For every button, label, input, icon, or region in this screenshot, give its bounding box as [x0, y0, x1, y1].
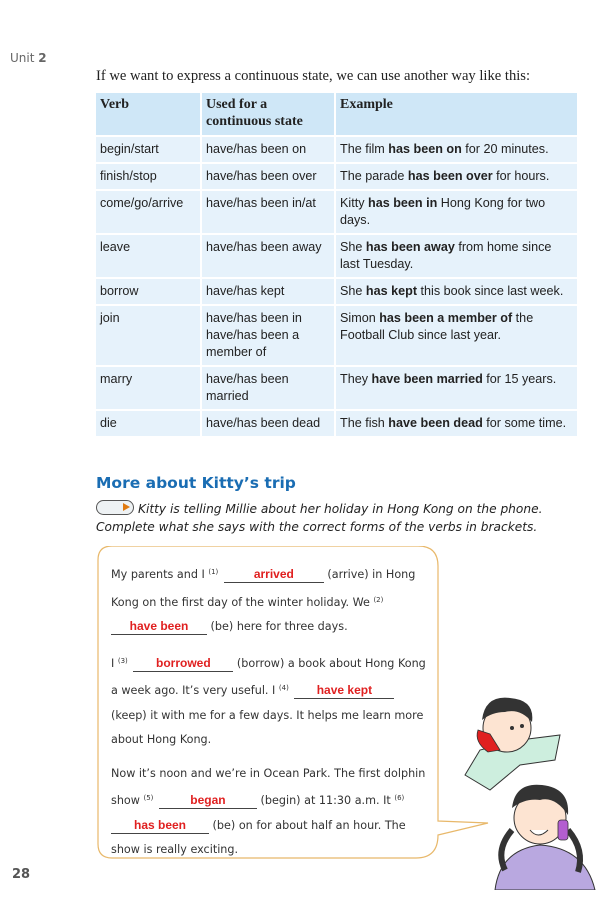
cell-verb: finish/stop: [96, 164, 200, 189]
blank-number: (6): [394, 794, 405, 802]
table-row: [96, 411, 577, 436]
example-text: They: [340, 372, 372, 386]
example-text: the Football Club since last year.: [340, 311, 534, 342]
blank-number: (3): [117, 656, 128, 665]
example-text: for 20 minutes.: [461, 142, 549, 156]
example-text: for some time.: [482, 416, 567, 430]
cell-example: [336, 367, 577, 409]
example-text: Hong Kong for two days.: [340, 196, 546, 227]
table-row: [96, 279, 577, 304]
story-paragraph-1: [111, 560, 429, 640]
cell-verb: leave: [96, 235, 200, 277]
audio-play-icon[interactable]: [96, 500, 134, 515]
blank-number: (2): [373, 595, 384, 604]
section-title: More about Kitty’s trip: [96, 474, 296, 492]
cell-example: [336, 164, 577, 189]
cell-form: have/has been on: [202, 137, 334, 162]
example-text: from home since last Tuesday.: [340, 240, 552, 271]
example-bold: has kept: [365, 284, 418, 298]
table-header-row: [96, 93, 577, 135]
answer-blank-6[interactable]: has been: [111, 818, 209, 834]
cell-form: have/has been married: [202, 367, 334, 409]
cell-example: [336, 137, 577, 162]
story-text-span: My parents and I: [111, 568, 209, 581]
header-example: Example: [336, 93, 577, 135]
cell-verb: come/go/arrive: [96, 191, 200, 233]
blank-number: (1): [208, 568, 219, 576]
answer-blank-3[interactable]: borrowed: [133, 656, 233, 672]
example-bold: has been away: [365, 240, 455, 254]
story-text-span: (borrow) a book about Hong Kong a week ago. It’s very useful. I: [111, 656, 426, 697]
kids-on-phone-illustration: [460, 690, 610, 890]
example-text: Simon: [340, 311, 380, 325]
instruction: [96, 500, 586, 536]
blank-number: (5): [143, 794, 154, 802]
example-text: for hours.: [492, 169, 550, 183]
example-bold: has been in: [368, 196, 438, 210]
table-row: [96, 367, 577, 409]
story-text-span: (arrive) in Hong Kong on the first day of the winter holiday. We: [111, 568, 416, 609]
story-paragraph-3: [111, 762, 429, 863]
example-bold: have been dead: [388, 416, 483, 430]
example-bold: has been over: [407, 169, 493, 183]
table-row: [96, 164, 577, 189]
blank-number: (4): [278, 684, 289, 692]
cell-form: have/has been dead: [202, 411, 334, 436]
cell-form: have/has been in/at: [202, 191, 334, 233]
example-text: Kitty: [340, 196, 368, 210]
table-row: [96, 191, 577, 233]
unit-text: Unit: [10, 51, 35, 65]
story-text: [111, 560, 429, 872]
story-paragraph-2: [111, 649, 429, 753]
header-form: Used for a continuous state: [202, 93, 334, 135]
example-text: She: [340, 240, 366, 254]
answer-blank-4[interactable]: have kept: [294, 683, 394, 699]
cell-verb: begin/start: [96, 137, 200, 162]
grammar-table: [94, 91, 579, 438]
story-text-span: (be) here for three days.: [207, 620, 348, 633]
cell-example: [336, 411, 577, 436]
cell-form: have/has been over: [202, 164, 334, 189]
cell-form: have/has been in have/has been a member of: [202, 306, 334, 365]
cell-verb: die: [96, 411, 200, 436]
answer-blank-2[interactable]: have been: [111, 619, 207, 635]
story-text-span: Now it’s noon and we’re in Ocean Park. The first dolphin show: [111, 766, 426, 807]
cell-verb: marry: [96, 367, 200, 409]
table-row: [96, 235, 577, 277]
cell-example: [336, 191, 577, 233]
example-text: The parade: [340, 169, 408, 183]
header-verb: Verb: [96, 93, 200, 135]
cell-example: [336, 306, 577, 365]
intro-text: If we want to express a continuous state, we can use another way like this:: [96, 68, 531, 84]
answer-blank-1[interactable]: arrived: [224, 567, 324, 583]
example-text: for 15 years.: [482, 372, 557, 386]
story-text-span: (begin) at 11:30 a.m. It: [256, 794, 395, 807]
cell-form: have/has been away: [202, 235, 334, 277]
example-bold: has been on: [388, 142, 462, 156]
story-text-span: (keep) it with me for a few days. It helps me learn more about Hong Kong.: [111, 708, 424, 746]
example-text: The fish: [340, 416, 389, 430]
unit-label: [10, 51, 47, 65]
example-text: this book since last week.: [417, 284, 564, 298]
table-row: [96, 306, 577, 365]
example-text: The film: [340, 142, 389, 156]
cell-verb: join: [96, 306, 200, 365]
cell-verb: borrow: [96, 279, 200, 304]
story-text-span: (be) on for about half an hour. The show is really exciting.: [111, 818, 406, 856]
page-number: 28: [12, 867, 31, 882]
instruction-text: Kitty is telling Millie about her holiday in Hong Kong on the phone. Complete what she says with the correct forms of the verbs in brackets.: [96, 502, 543, 534]
unit-number: 2: [38, 51, 47, 65]
example-bold: has been a member of: [379, 311, 513, 325]
table-row: [96, 137, 577, 162]
answer-blank-5[interactable]: began: [159, 793, 257, 809]
example-bold: have been married: [371, 372, 483, 386]
example-text: She: [340, 284, 366, 298]
story-text-span: I: [111, 656, 118, 670]
cell-example: [336, 235, 577, 277]
cell-form: have/has kept: [202, 279, 334, 304]
cell-example: [336, 279, 577, 304]
